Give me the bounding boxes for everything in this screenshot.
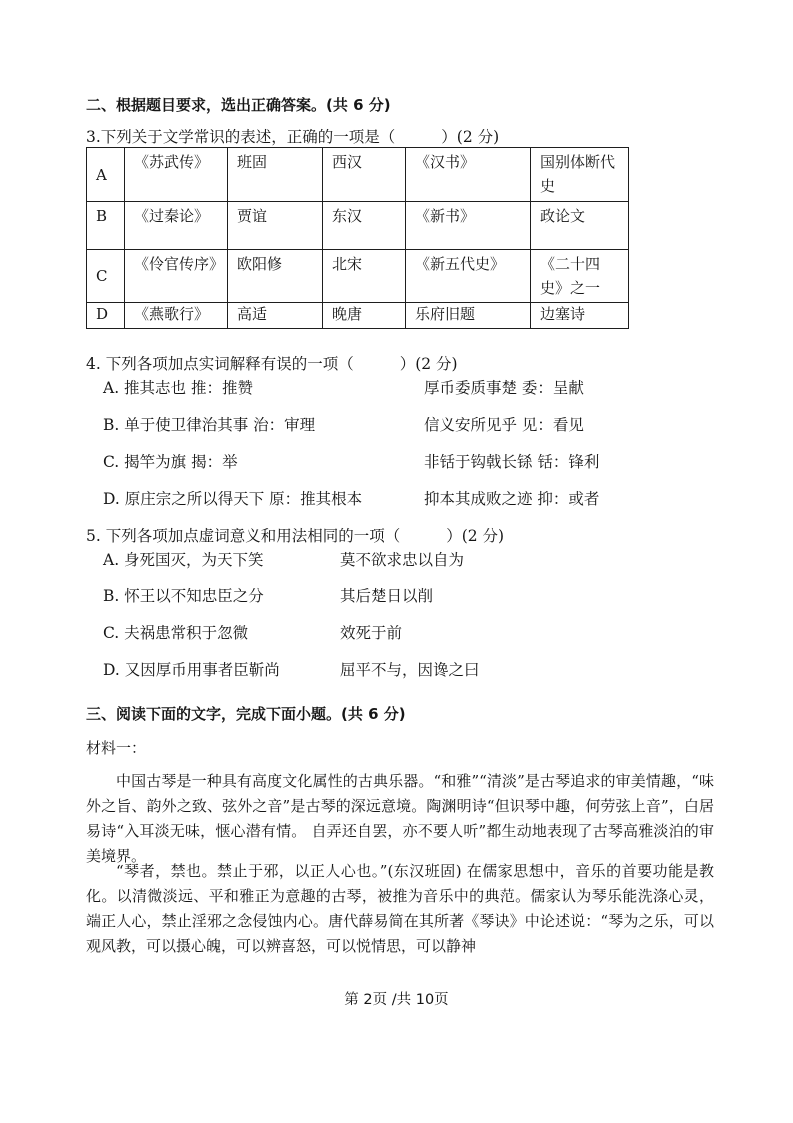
table-cell: D	[87, 303, 125, 329]
question-3-score: ）(2 分)	[441, 128, 500, 146]
table-cell: 高适	[228, 303, 323, 329]
table-cell: 《苏武传》	[125, 148, 228, 202]
table-cell: 国别体断代史	[531, 148, 629, 202]
table-row	[87, 148, 629, 202]
q4-option-a-right: 厚币委质事楚 委：呈献	[424, 379, 584, 397]
table-cell: 晚唐	[323, 303, 406, 329]
table-cell: C	[87, 250, 125, 303]
question-5-score: ）(2 分)	[446, 527, 505, 545]
table-cell: 《燕歌行》	[125, 303, 228, 329]
table-cell: 《伶官传序》	[125, 250, 228, 303]
q4-option-d-right: 抑本其成败之迹 抑：或者	[424, 490, 600, 508]
table-cell: 乐府旧题	[406, 303, 531, 329]
table-row	[87, 303, 629, 329]
q5-option-d-right: 屈平不与，因谗之曰	[340, 661, 480, 679]
table-cell: 《过秦论》	[125, 202, 228, 250]
table-cell: 《汉书》	[406, 148, 531, 202]
q5-option-c-left: C. 夫祸患常积于忽微	[103, 624, 249, 642]
q5-option-a-left: A. 身死国灭，为天下笑	[103, 551, 264, 569]
q5-option-c-right: 效死于前	[340, 624, 403, 642]
table-cell: 班固	[228, 148, 323, 202]
table-cell: A	[87, 148, 125, 202]
material-paragraph-2: “琴者，禁也。禁止于邪，以正人心也。”(东汉班固) 在儒家思想中，音乐的首要功能是教化。以清微淡远、平和雅正为意趣的古琴，被推为音乐中的典范。儒家认为琴乐能洗涤心灵，端正人心，禁止淫邪之念侵蚀内心。唐代薛易简在其所著《琴诀》中论述说：“琴为之乐，可以观风教，可以摄心魄，可以辨喜怒，可以悦情思，可以静神	[86, 862, 714, 955]
page-number: 第 2页 /共 10页	[344, 992, 449, 1008]
q5-option-d-left: D. 又因厚币用事者臣靳尚	[103, 661, 280, 679]
q4-option-d-left: D. 原庄宗之所以得天下 原：推其根本	[103, 490, 363, 508]
table-cell: 边塞诗	[531, 303, 629, 329]
q4-option-b-left: B. 单于使卫律治其事 治：审理	[103, 416, 316, 434]
question-4-score: ）(2 分)	[399, 355, 458, 373]
table-row	[87, 250, 629, 303]
q5-option-b-left: B. 怀王以不知忠臣之分	[103, 587, 264, 605]
table-row	[87, 202, 629, 250]
q4-option-a-left: A. 推其志也 推：推赞	[103, 379, 253, 397]
table-cell: 欧阳修	[228, 250, 323, 303]
q5-option-a-right: 莫不欲求忠以自为	[340, 551, 465, 569]
q4-option-b-right: 信义安所见乎 见：看见	[424, 416, 584, 434]
table-cell: 西汉	[323, 148, 406, 202]
table-cell: 北宋	[323, 250, 406, 303]
table-cell: 《新书》	[406, 202, 531, 250]
material-paragraph-1: 中国古琴是一种具有高度文化属性的古典乐器。“和雅”“清淡”是古琴追求的审美情趣，“味外之旨、韵外之致、弦外之音”是古琴的深远意境。陶渊明诗“但识琴中趣，何劳弦上音”，白居易诗“入耳淡无味，惬心潜有情。 自弄还自罢，亦不要人听”都生动地表现了古琴高雅淡泊的审美境界。	[86, 772, 714, 865]
table-cell: 《新五代史》	[406, 250, 531, 303]
table-cell: B	[87, 202, 125, 250]
table-cell: 东汉	[323, 202, 406, 250]
section-3-heading: 三、阅读下面的文字，完成下面小题。(共 6 分)	[86, 705, 406, 723]
question-5-stem-text: 5. 下列各项加点虚词意义和用法相同的一项（	[86, 527, 401, 545]
material-label: 材料一：	[86, 739, 147, 757]
question-5-stem	[86, 526, 504, 546]
question-4-stem	[86, 354, 458, 374]
question-3-stem	[86, 127, 499, 147]
question-3-stem-text: 3.下列关于文学常识的表述，正确的一项是（	[86, 128, 396, 146]
table-cell: 《二十四史》之一	[531, 250, 629, 303]
question-4-stem-text: 4. 下列各项加点实词解释有误的一项（	[86, 355, 354, 373]
table-cell: 政论文	[531, 202, 629, 250]
q5-option-b-right: 其后楚日以削	[340, 587, 434, 605]
literature-table	[86, 147, 629, 329]
q4-option-c-right: 非铦于钩戟长铩 铦：锋利	[424, 453, 600, 471]
q4-option-c-left: C. 揭竿为旗 揭：举	[103, 453, 238, 471]
section-2-heading: 二、根据题目要求，选出正确答案。(共 6 分)	[86, 96, 391, 114]
table-cell: 贾谊	[228, 202, 323, 250]
